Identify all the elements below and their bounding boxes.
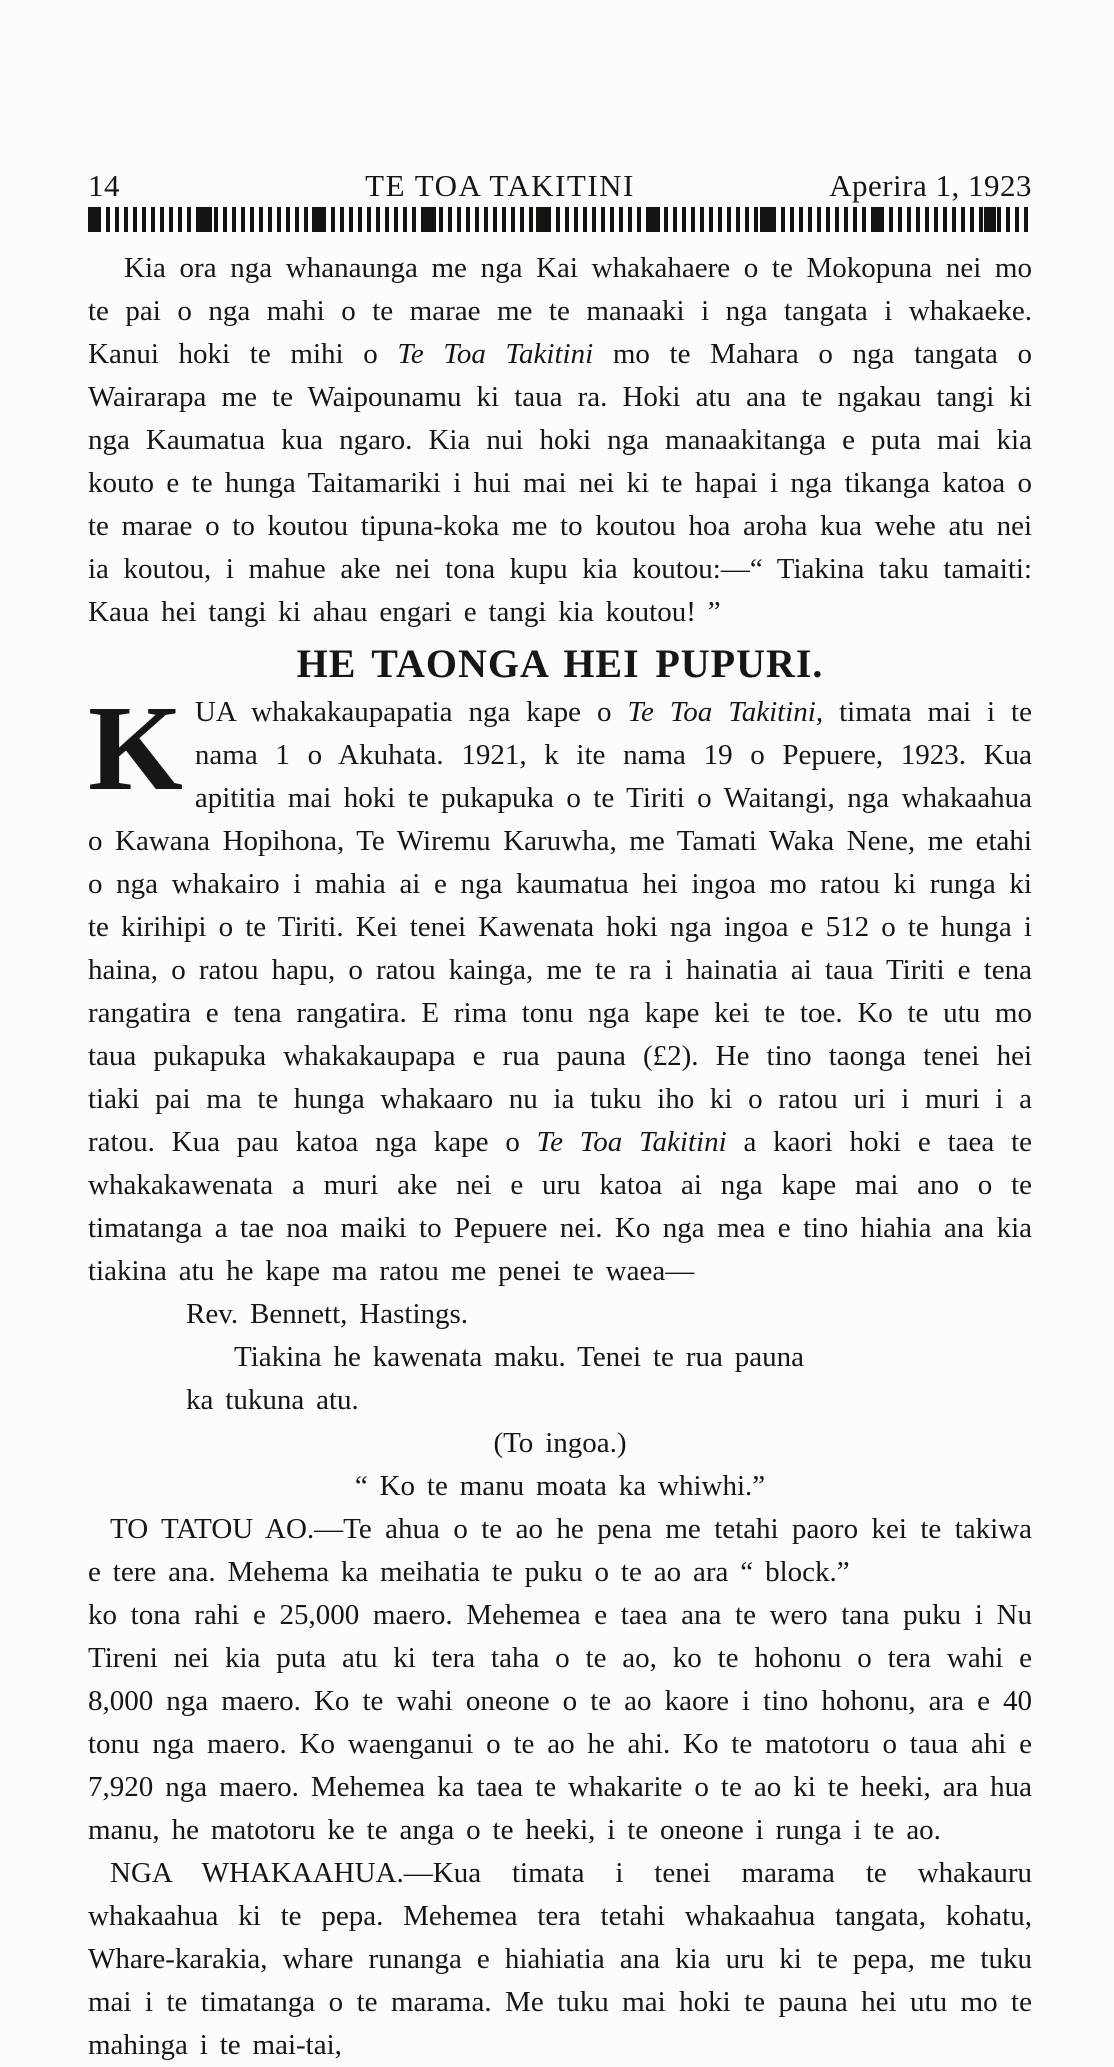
text-line: ka tukuna atu. bbox=[186, 1384, 359, 1416]
text-segment: NGA WHAKAAHUA.—Kua timata i tenei marama te whakauru whakaahua ki te pepa. Mehemea tera tetahi whakaahua tangata, kohatu, Whare-karakia, whare runanga e hiahiatia ana kia uru ki te pepa, me tuku mai i te timatanga o te marama. Me tuku mai hoki te pauna hei utu mo te mahinga i te mai-tai, bbox=[88, 1857, 1032, 2061]
text-segment: UA whakakaupapatia nga kape o bbox=[194, 696, 628, 728]
italic-text-segment: Te Toa Takitini bbox=[536, 1126, 727, 1158]
text-segment: TO TATOU AO.—Te ahua o te ao he pena me tetahi paoro kei te takiwa e tere ana. Mehema ka meihatia te puku o te ao ara “ block.” bbox=[88, 1513, 1032, 1588]
text-segment: mo te Mahara o nga tangata o Wairarapa me te Waipounamu ki taua ra. Hoki atu ana te ngakau tangi ki nga Kaumatua kua ngaro. Kia nui hoki nga manaakitanga e puta mai kia kouto e te hunga Taitamariki i hui mai nei ki te hapai i nga tikanga katoa o te marae o to koutou tipuna-koka me to koutou hoa aroha kua wehe atu nei ia koutou, i mahue ake nei tona kupu kia koutou:—“ Tiakina taku tamaiti: Kaua hei tangi ki ahau engari e tangi kia koutou! ” bbox=[88, 338, 1033, 628]
paragraph bbox=[88, 247, 1032, 634]
text-line: “ Ko te manu moata ka whiwhi.” bbox=[354, 1470, 766, 1502]
text-segment: Kia ora nga whanaunga me nga Kai whakahaere o te Mokopuna nei mo te pai o nga mahi o te marae me te manaaki i nga tangata i whakaeke. Kanui hoki te mihi o bbox=[88, 252, 1032, 370]
paragraph bbox=[88, 681, 1033, 1293]
article-body bbox=[88, 247, 1032, 2067]
paragraph bbox=[88, 1594, 1032, 1852]
italic-text-segment: Te Toa Takitini bbox=[397, 338, 594, 370]
text-segment: timata mai i te nama 1 o Akuhata. 1921, k ite nama 19 o Pepuere, 1923. Kua apititia mai hoki te pukapuka o te Tiriti o Waitangi, nga whakaahua o Kawana Hopihona, Te Wiremu Karuwha, me Tamati Waka Nene, me etahi o nga whakairo i mahia ai e nga kaumatua hei ingoa mo ratou ki runga ki te kirihipi o te Tiriti. Kei tenei Kawenata hoki nga ingoa e 512 o te hunga i haina, o ratou hapu, o ratou kainga, me te ra i hainatia ai taua Tiriti e tena rangatira e tena rangatira. E rima tonu nga kape kei te toe. Ko te utu mo taua pukapuka whakakaupapa e rua pauna (£2). He tino taonga tenei hei tiaki pai ma te hunga whakaaro nu ia tuku iho ki o ratou uri i muri i a ratou. Kua pau katoa nga kape o bbox=[88, 696, 1032, 1158]
section-heading: HE TAONGA HEI PUPURI. bbox=[296, 641, 824, 686]
text-line: (To ingoa.) bbox=[493, 1427, 627, 1459]
paragraph bbox=[88, 1852, 1032, 2067]
newspaper-page bbox=[88, 168, 1032, 2067]
paragraph bbox=[88, 1508, 1032, 1594]
page-number: 14 bbox=[88, 168, 120, 203]
issue-date: Aperira 1, 1923 bbox=[829, 168, 1032, 203]
text-segment: a kaori hoki e taea te whakakawenata a muri ake nei e uru katoa ai nga kape mai ano o te timatanga a tae noa maiki to Pepuere nei. Ko nga mea e tino hiahia ana kia tiakina atu he kape ma ratou me penei te waea— bbox=[88, 1126, 1033, 1287]
text-line: Rev. Bennett, Hastings. bbox=[186, 1298, 469, 1330]
decorative-border bbox=[88, 207, 1032, 232]
page-header bbox=[88, 168, 1032, 204]
text-segment: ko tona rahi e 25,000 maero. Mehemea e taea ana te wero tana puku i Nu Tireni nei kia puta atu ki tera taha o te ao, ko te hohonu o tera wahi e 8,000 nga maero. Ko te wahi oneone o te ao kaore i tino hohonu, ara e 40 tonu nga maero. Ko waenganui o te ao he ahi. Ko te matotoru o taua ahi e 7,920 nga maero. Mehemea ka taea te whakarite o te ao ki te heeki, ara hua manu, he matotoru ke te anga o te heeki, i te oneone i runga i te ao. bbox=[88, 1599, 1032, 1846]
text-line: Tiakina he kawenata maku. Tenei te rua pauna bbox=[234, 1341, 804, 1373]
dropcap: K bbox=[88, 681, 183, 816]
masthead-title: TE TOA TAKITINI bbox=[365, 168, 635, 203]
italic-text-segment: Te Toa Takitini, bbox=[627, 696, 824, 728]
